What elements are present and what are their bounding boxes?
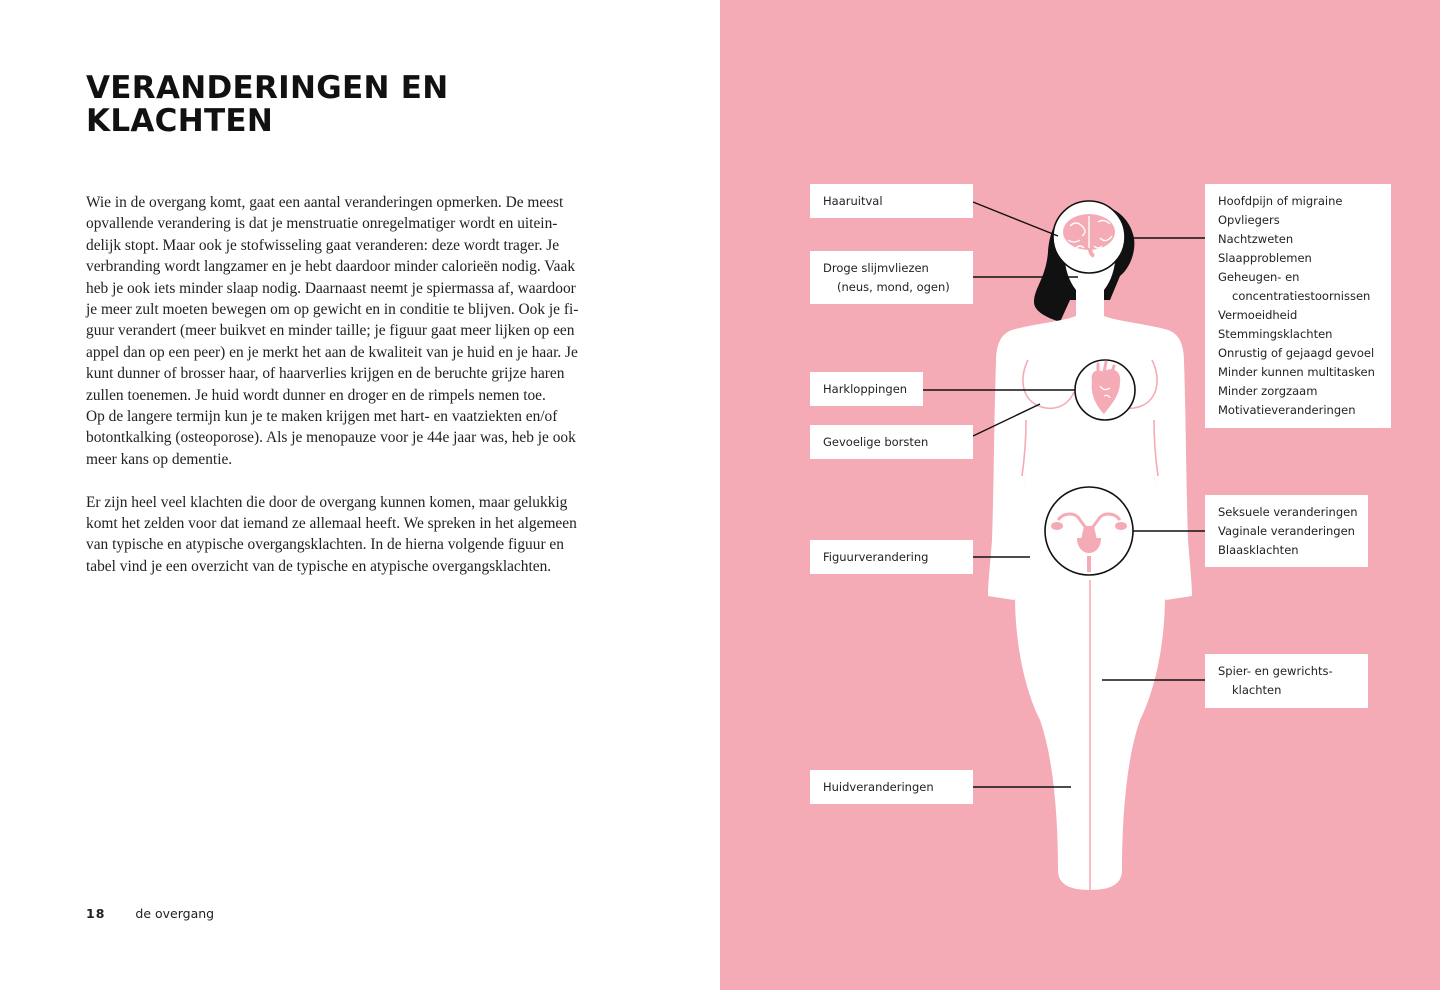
body-line: heb je ook iets minder slaap nodig. Daarnaast neemt je spiermassa af, waardoor xyxy=(86,279,576,297)
label-text: Opvliegers xyxy=(1218,213,1280,227)
body-line: komt het zelden voor dat iemand ze allemaal heeft. We spreken in het algemeen xyxy=(86,515,577,533)
label-text: Vaginale veranderingen xyxy=(1218,524,1355,538)
body-line: je meer zult moeten bewegen om op gewicht en in conditie te blijven. Ook je fi- xyxy=(86,301,579,319)
page-number: 18 xyxy=(86,906,106,921)
body-line: Er zijn heel veel klachten die door de overgang kunnen komen, maar gelukkig xyxy=(86,493,568,511)
body-line: verbranding wordt langzamer en je hebt daardoor minder calorieën nodig. Vaak xyxy=(86,258,576,276)
body-line: Op de langere termijn kun je te maken krijgen met hart- en vaatziekten en/of xyxy=(86,408,558,426)
body-line: kunt dunner of brosser haar, of haarverlies krijgen en de beruchte grijze haren xyxy=(86,365,565,383)
label-text: Stemmingsklachten xyxy=(1218,327,1333,341)
label-text: concentratiestoornissen xyxy=(1232,289,1371,303)
body-line: delijk stopt. Maar ook je stofwisseling gaat veranderen: deze wordt trager. Je xyxy=(86,236,560,254)
label-text: klachten xyxy=(1232,683,1282,697)
label-droge-slijmvliezen xyxy=(810,251,973,304)
label-text: Droge slijmvliezen xyxy=(823,261,929,275)
body-line: Wie in de overgang komt, gaat een aantal veranderingen opmerken. De meest xyxy=(86,194,564,211)
label-text: Figuurverandering xyxy=(823,550,929,564)
label-text: Gevoelige borsten xyxy=(823,435,929,449)
label-text: Nachtzweten xyxy=(1218,232,1294,246)
label-text: Minder kunnen multitasken xyxy=(1218,365,1375,379)
label-text: Onrustig of gejaagd gevoel xyxy=(1218,346,1375,360)
label-text: Blaasklachten xyxy=(1218,543,1299,557)
label-harkloppingen xyxy=(810,372,923,406)
leader-haaruitval xyxy=(973,202,1058,236)
body-line: van typische en atypische overgangsklachten. In de hierna volgende figuur en xyxy=(86,536,564,554)
label-spier-gewrichtsklachten xyxy=(1205,654,1368,708)
label-figuurverandering xyxy=(810,540,973,574)
title-line: KLACHTEN xyxy=(86,103,274,139)
label-bekken-klachten xyxy=(1205,495,1368,567)
label-hoofd-klachten xyxy=(1205,184,1391,428)
label-text: Huidveranderingen xyxy=(823,780,934,794)
body-line: meer kans op dementie. xyxy=(86,450,233,468)
body-line: opvallende verandering is dat je menstruatie onregelmatiger wordt en uitein- xyxy=(86,215,558,233)
label-huidveranderingen xyxy=(810,770,973,804)
label-haaruitval xyxy=(810,184,973,218)
label-text: Geheugen- en xyxy=(1218,270,1300,284)
body-line: botontkalking (osteoporose). Als je menopauze voor je 44e jaar was, heb je ook xyxy=(86,429,576,447)
label-text: Minder zorgzaam xyxy=(1218,384,1318,398)
label-text: Haaruitval xyxy=(823,194,883,208)
label-text: Seksuele veranderingen xyxy=(1218,505,1358,519)
title-line: VERANDERINGEN EN xyxy=(86,70,449,106)
body-line: zullen toenemen. Je huid wordt dunner en droger en de rimpels nemen toe. xyxy=(86,386,546,404)
label-text: Slaapproblemen xyxy=(1218,251,1312,265)
body-line: guur verandert (meer buikvet en minder taille; je figuur gaat meer lijken op een xyxy=(86,322,575,340)
label-text: Hoofdpijn of migraine xyxy=(1218,194,1343,208)
body-line: appel dan op een peer) en je merkt het aan de kwaliteit van je huid en je haar. Je xyxy=(86,343,578,361)
label-text: Spier- en gewrichts- xyxy=(1218,664,1333,678)
section-name: de overgang xyxy=(135,906,215,921)
label-text: Motivatieveranderingen xyxy=(1218,403,1356,417)
label-gevoelige-borsten xyxy=(810,425,973,459)
label-text: Vermoeidheid xyxy=(1218,308,1298,322)
label-text: (neus, mond, ogen) xyxy=(837,280,950,294)
label-text: Harkloppingen xyxy=(823,382,908,396)
body-line: tabel vind je een overzicht van de typische en atypische overgangsklachten. xyxy=(86,557,552,575)
